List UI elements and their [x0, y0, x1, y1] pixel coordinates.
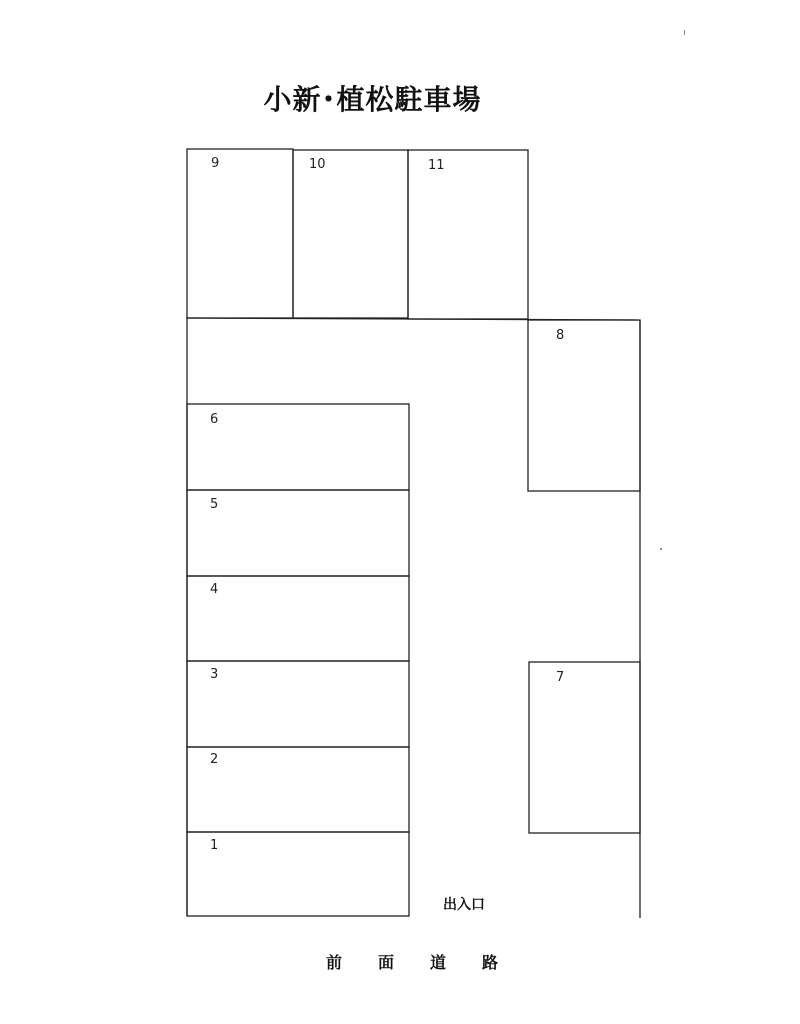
space-4-outline — [187, 576, 409, 661]
space-1-outline — [187, 832, 409, 916]
space-6-outline — [187, 404, 409, 490]
scan-speck — [660, 548, 662, 550]
space-10-outline — [293, 150, 408, 318]
scan-speck — [684, 30, 685, 35]
space-5-outline — [187, 490, 409, 576]
space-label-9: 9 — [211, 156, 220, 171]
space-2-outline — [187, 747, 409, 832]
entrance-label: 出入口 — [443, 897, 485, 913]
space-label-2: 2 — [210, 752, 219, 767]
space-3-outline — [187, 661, 409, 747]
space-label-6: 6 — [210, 412, 219, 427]
road-label: 前面道路 — [326, 953, 535, 972]
space-7-outline — [529, 662, 640, 833]
space-label-3: 3 — [210, 667, 219, 682]
space-label-10: 10 — [309, 157, 326, 172]
space-11-outline — [408, 150, 528, 319]
space-label-5: 5 — [210, 497, 219, 512]
space-label-1: 1 — [210, 838, 219, 853]
space-label-4: 4 — [210, 582, 219, 597]
space-8-outline — [528, 320, 640, 491]
space-label-7: 7 — [556, 670, 565, 685]
space-9-outline — [187, 149, 293, 318]
page-title: 小新･植松駐車場 — [263, 83, 482, 116]
space-label-11: 11 — [428, 158, 445, 173]
space-label-8: 8 — [556, 328, 565, 343]
